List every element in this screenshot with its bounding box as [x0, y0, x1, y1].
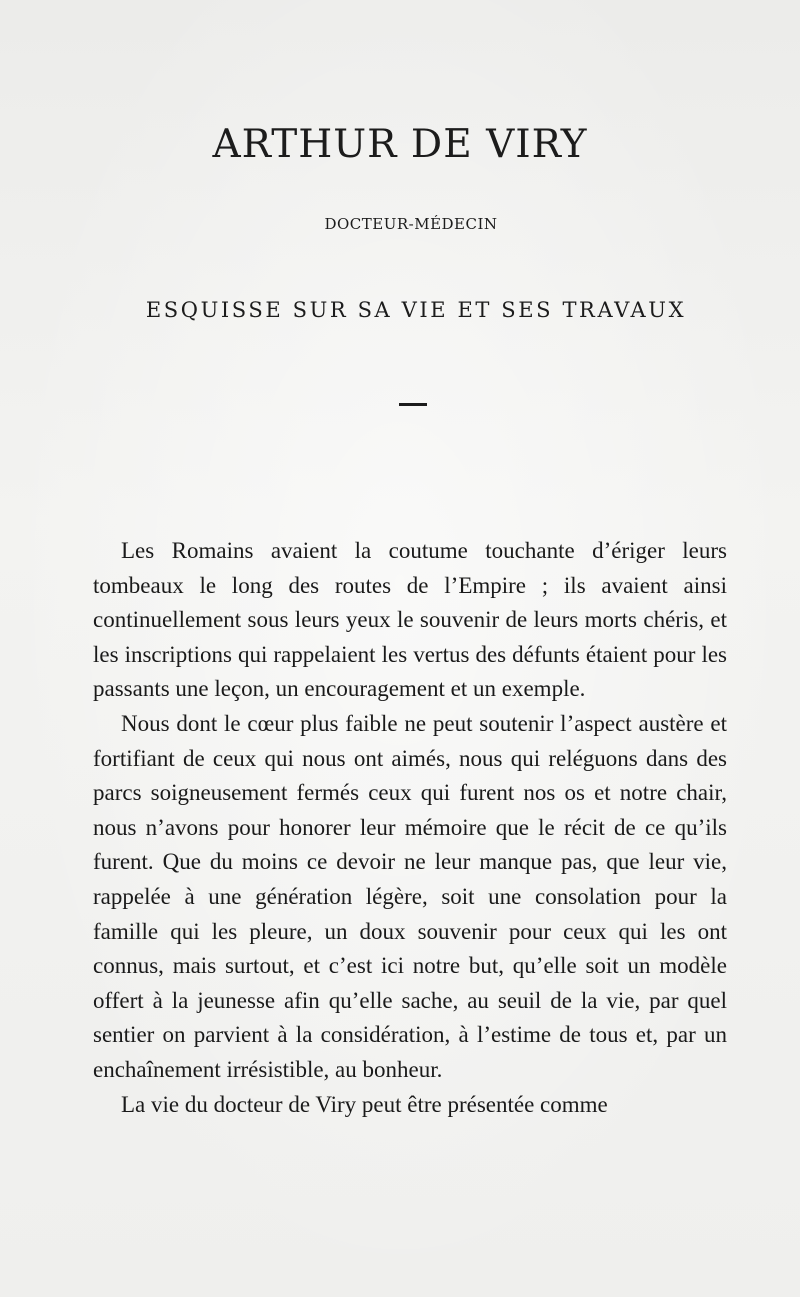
separator-rule: [399, 403, 427, 406]
body-text: [93, 534, 727, 1122]
paragraph: Nous dont le cœur plus faible ne peut soutenir l’aspect austère et fortifiant de ceux qui nous ont aimés, nous qui reléguons dans des parcs soigneusement fermés ceux qui furent nos os et notre chair, nous n’avons pour honorer leur mémoire que le récit de ce qu’ils furent. Que du moins ce devoir ne leur manque pas, que leur vie, rappelée à une génération légère, soit une consolation pour la famille qui les pleure, un doux souvenir pour ceux qui les ont connus, mais surtout, et c’est ici notre but, qu’elle soit un modèle offert à la jeunesse afin qu’elle sache, au seuil de la vie, par quel sentier on parvient à la considération, à l’estime de tous et, par un enchaînement irrésistible, au bonheur.: [93, 710, 727, 1082]
page-title: ARTHUR DE VIRY: [212, 122, 588, 167]
paragraph: Les Romains avaient la coutume touchante d’ériger leurs tombeaux le long des routes de l’Empire ; ils avaient ainsi continuellement sous leurs yeux le souvenir de leurs morts chéris, et les inscriptions qui rappelaient les vertus des défunts étaient pour les passants une leçon, un encouragement et un exemple.: [93, 538, 727, 702]
subtitle: DOCTEUR-MÉDECIN: [324, 215, 498, 233]
section-title: ESQUISSE SUR SA VIE ET SES TRAVAUX: [145, 298, 687, 322]
paragraph: La vie du docteur de Viry peut être présentée comme: [121, 1091, 608, 1117]
